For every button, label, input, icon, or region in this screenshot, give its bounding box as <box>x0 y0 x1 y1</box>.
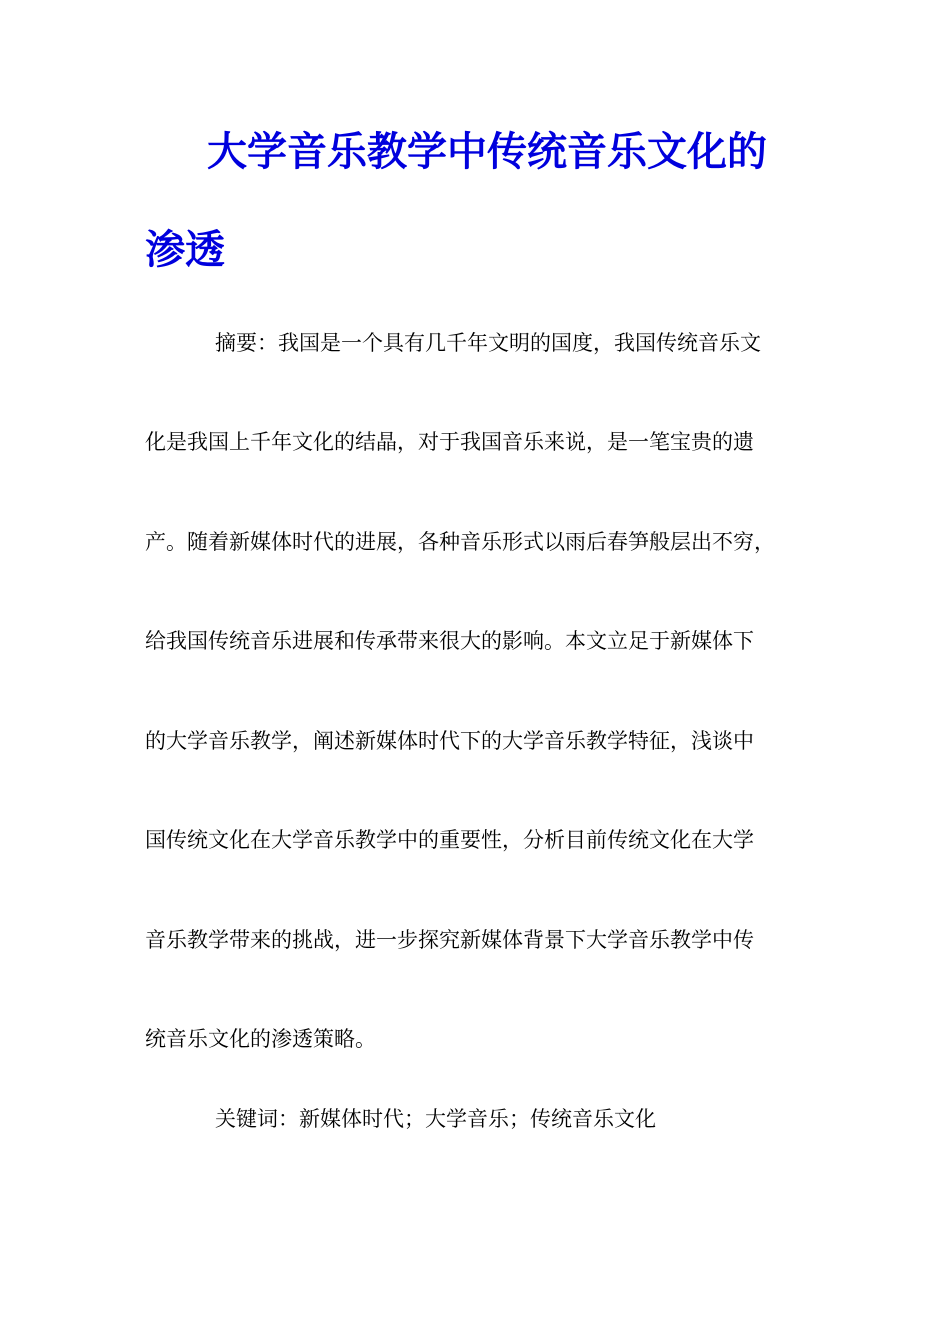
abstract-line-6: 国传统文化在大学音乐教学中的重要性，分析目前传统文化在大学 <box>145 828 754 852</box>
abstract-line-2: 化是我国上千年文化的结晶，对于我国音乐来说，是一笔宝贵的遗 <box>145 430 754 454</box>
abstract-line-7: 音乐教学带来的挑战，进一步探究新媒体背景下大学音乐教学中传 <box>145 928 754 952</box>
document-title-line-2: 渗透 <box>145 227 225 273</box>
abstract-line-4: 给我国传统音乐进展和传承带来很大的影响。本文立足于新媒体下 <box>145 629 754 653</box>
keywords-line: 关键词：新媒体时代；大学音乐；传统音乐文化 <box>215 1107 656 1131</box>
abstract-line-3: 产。随着新媒体时代的进展，各种音乐形式以雨后春笋般层出不穷， <box>145 530 775 554</box>
document-title-line-1: 大学音乐教学中传统音乐文化的 <box>207 129 767 175</box>
abstract-line-5: 的大学音乐教学，阐述新媒体时代下的大学音乐教学特征，浅谈中 <box>145 729 754 753</box>
abstract-line-8: 统音乐文化的渗透策略。 <box>145 1027 376 1051</box>
abstract-line-1: 摘要：我国是一个具有几千年文明的国度，我国传统音乐文 <box>215 331 761 355</box>
